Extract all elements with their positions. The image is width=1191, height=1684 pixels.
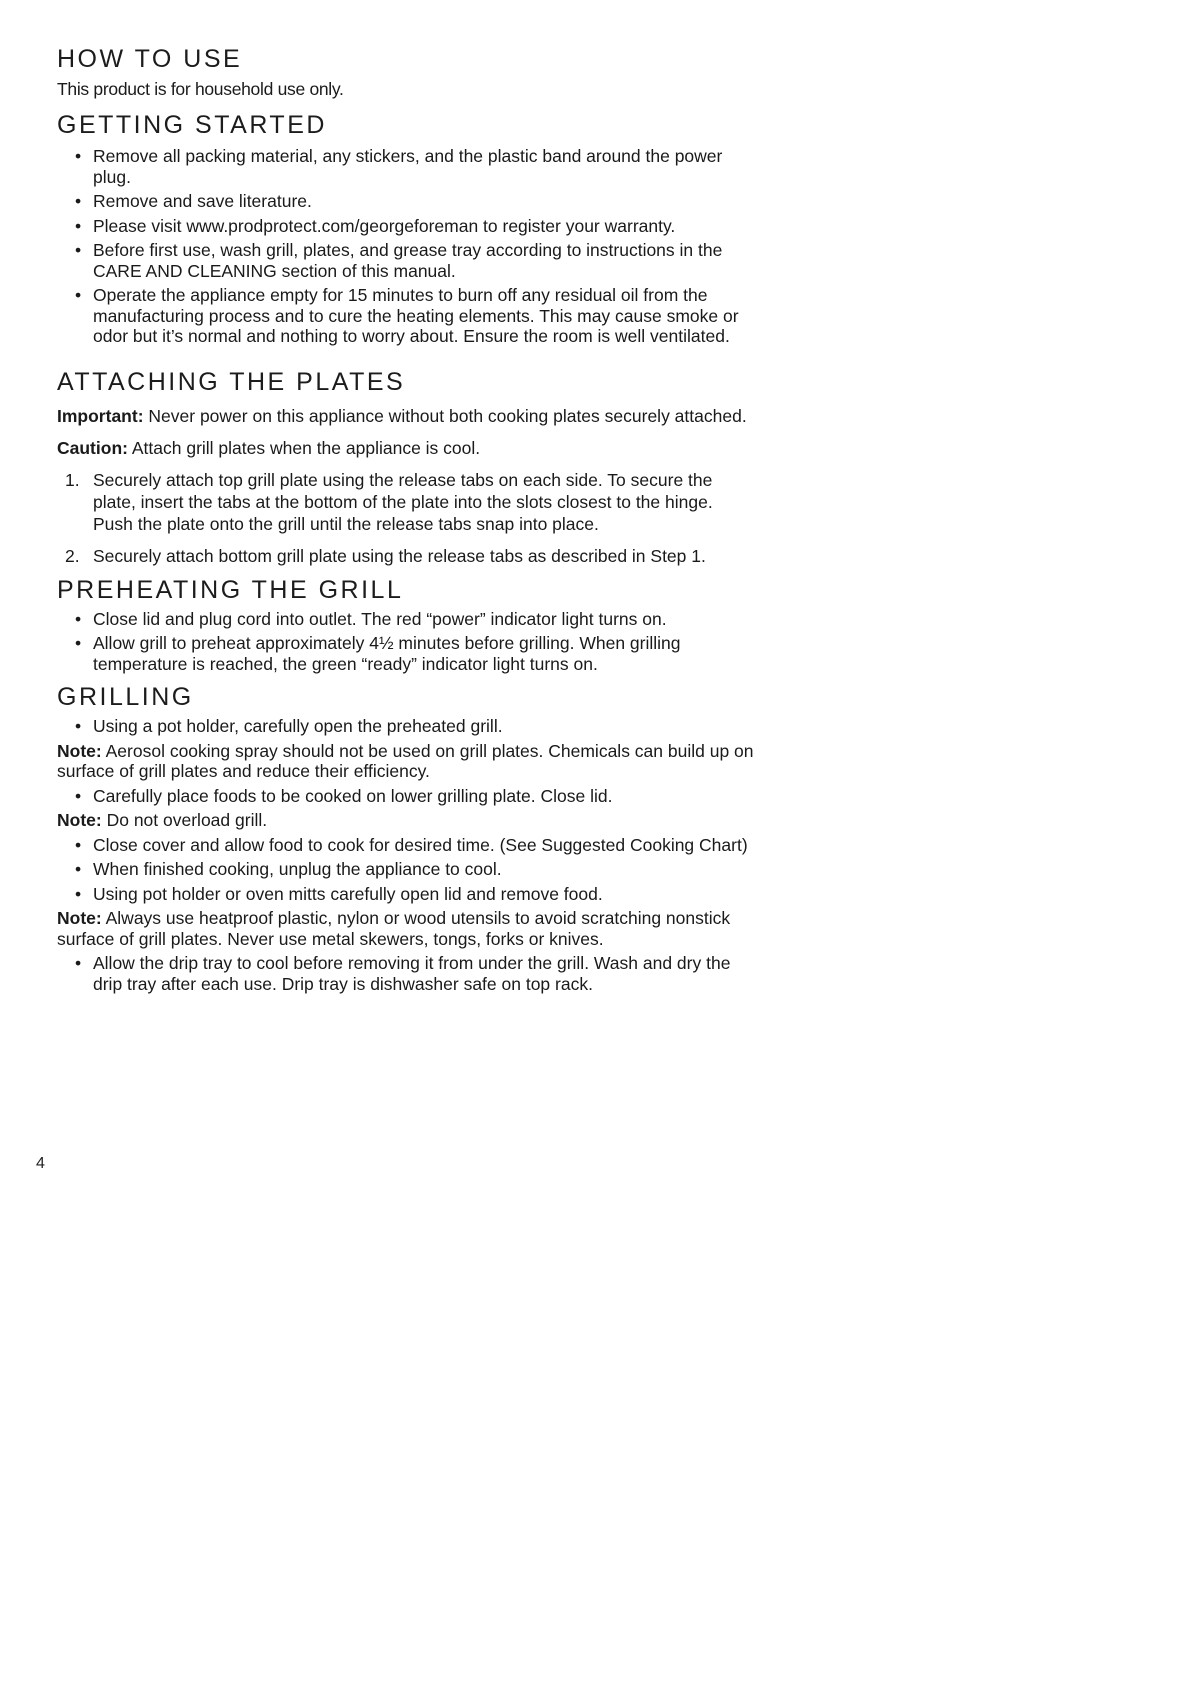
aerosol-note: Note: Aerosol cooking spray should not be used on grill plates. Chemicals can build up on surface of grill plates and reduce their efficiency. [57, 740, 754, 781]
step-number: 1. [65, 469, 80, 490]
overload-note: Note: Do not overload grill. [57, 810, 268, 830]
list-item: • Close cover and allow food to cook for desired time. (See Suggested Cooking Chart) [75, 834, 748, 855]
grilling-list-4 [57, 953, 757, 994]
bullet-icon: • [75, 608, 82, 629]
bullet-icon: • [75, 716, 82, 736]
getting-started-list [57, 146, 757, 347]
bullet-icon: • [75, 191, 82, 211]
list-item: • Operate the appliance empty for 15 minutes to burn off any residual oil from the manufacturing process and to cure the heating elements. This may cause smoke or odor but it’s normal and nothing to worry about. Ensure the room is well ventilated. [75, 285, 739, 346]
grilling-heading: GRILLING [57, 683, 194, 711]
bullet-icon: • [75, 834, 82, 855]
grilling-list-2 [57, 786, 757, 807]
list-item: • Using a pot holder, carefully open the preheated grill. [75, 716, 503, 736]
grilling-list-1 [57, 716, 757, 737]
bullet-icon: • [75, 883, 82, 904]
bullet-icon: • [75, 953, 82, 973]
preheating-heading: PREHEATING THE GRILL [57, 575, 404, 604]
list-item: • Please visit www.prodprotect.com/georgeforeman to register your warranty. [75, 215, 676, 236]
page-number: 4 [36, 1155, 45, 1172]
utensils-note: Note: Always use heatproof plastic, nylon or wood utensils to avoid scratching nonstick surface of grill plates. Never use metal skewers, tongs, forks or knives. [57, 908, 731, 949]
bullet-icon: • [75, 146, 82, 166]
list-item: • When finished cooking, unplug the appliance to cool. [75, 859, 502, 879]
bullet-icon: • [75, 240, 82, 260]
list-item: • Remove and save literature. [75, 191, 312, 211]
list-item: • Allow the drip tray to cool before removing it from under the grill. Wash and dry the drip tray after each use. Drip tray is dishwasher safe on top rack. [75, 953, 731, 994]
intro-text: This product is for household use only. [57, 79, 344, 99]
list-item: • Before first use, wash grill, plates, and grease tray according to instructions in the CARE AND CLEANING section of this manual. [75, 240, 723, 281]
bullet-icon: • [75, 785, 82, 806]
list-item: • Carefully place foods to be cooked on lower grilling plate. Close lid. [75, 785, 613, 806]
list-item: • Allow grill to preheat approximately 4½ minutes before grilling. When grilling temperature is reached, the green “ready” indicator light turns on. [75, 633, 681, 674]
list-item: • Using pot holder or oven mitts carefully open lid and remove food. [75, 883, 603, 904]
page-title: HOW TO USE [57, 45, 243, 73]
getting-started-heading: GETTING STARTED [57, 111, 327, 139]
bullet-icon: • [75, 215, 82, 236]
important-note: Important: Never power on this appliance without both cooking plates securely attached. [57, 405, 747, 426]
list-item: • Remove all packing material, any stickers, and the plastic band around the power plug. [75, 146, 723, 187]
step-item: 2. Securely attach bottom grill plate using the release tabs as described in Step 1. [65, 545, 706, 566]
list-item: • Close lid and plug cord into outlet. The red “power” indicator light turns on. [75, 608, 667, 629]
step-item: 1. Securely attach top grill plate using the release tabs on each side. To secure the plate, insert the tabs at the bottom of the plate into the slots closest to the hinge. Push the plate onto the grill until the release tabs snap into place. [65, 469, 713, 534]
preheating-list [57, 609, 757, 675]
step-number: 2. [65, 545, 80, 566]
bullet-icon: • [75, 285, 82, 305]
bullet-icon: • [75, 633, 82, 653]
bullet-icon: • [75, 859, 82, 879]
grilling-list-3 [57, 835, 757, 905]
attaching-steps [57, 469, 757, 567]
manual-page-content [57, 44, 757, 994]
attaching-plates-heading: ATTACHING THE PLATES [57, 367, 406, 396]
caution-note: Caution: Attach grill plates when the appliance is cool. [57, 437, 481, 458]
